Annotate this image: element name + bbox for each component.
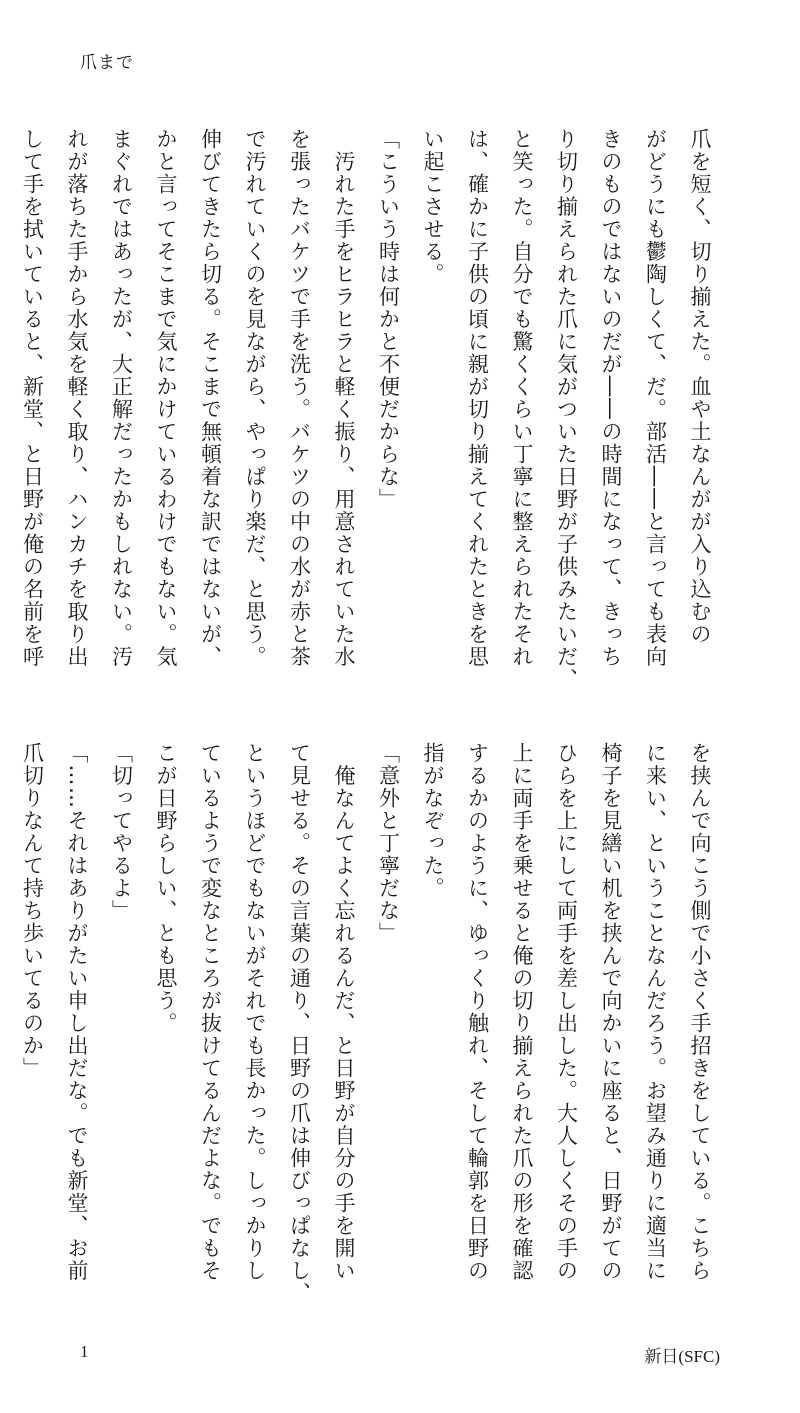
text-line: して手を拭いていると、新堂、と日野が俺の名前を呼: [20, 128, 45, 668]
text-line: まぐれではあったが、大正解だったかもしれない。汚: [109, 128, 134, 668]
text-line: 「意外と丁寧だな」: [376, 742, 401, 945]
text-line: 「……それはありがたい申し出だな。でも新堂、お前: [65, 742, 89, 1282]
text-line: 上に両手を乗せると俺の切り揃えられた爪の形を確認: [510, 742, 534, 1282]
text-line: と笑った。自分でも驚くくらい丁寧に整えられたそれ: [510, 128, 534, 668]
text-line: [0, 128, 10, 688]
text-block-bottom: [20, 742, 722, 1305]
text-line: こが日野らしい、とも思う。: [154, 742, 178, 1035]
page-number: 1: [80, 1342, 89, 1361]
text-line: 爪切りなんて持ち歩いてるのか」: [20, 742, 45, 1080]
text-line: きのものではないのだが――の時間になって、きっち: [599, 128, 623, 668]
text-line: 汚れた手をヒラヒラと軽く振り、用意されていた水: [332, 128, 356, 668]
text-line: を張ったバケツで手を洗う。バケツの中の水が赤と茶: [287, 128, 312, 668]
author-credit: 新日(SFC): [644, 1347, 720, 1366]
text-line: れが落ちた手から水気を軽く取り、ハンカチを取り出: [65, 128, 89, 668]
page-header-title: 爪まで: [80, 53, 134, 73]
text-line: て見せる。その言葉の通り、日野の爪は伸びっぱなし、: [287, 742, 312, 1305]
text-block-top: [20, 128, 722, 691]
text-line: を挟んで向こう側で小さく手招きをしている。こちら: [688, 742, 712, 1282]
text-line: がどうにも鬱陶しくて、だ。部活――と言っても表向: [643, 128, 668, 668]
text-line: ひらを上にして両手を差し出した。大人しくその手の: [554, 742, 579, 1282]
text-line: い起こさせる。: [421, 128, 445, 286]
text-line: に来い、ということなんだろう。お望み通りに適当に: [643, 742, 668, 1282]
text-line: り切り揃えられた爪に気がついた日野が子供みたいだ、: [554, 128, 579, 691]
text-line: 指がなぞった。: [421, 742, 445, 900]
text-line: 伸びてきたら切る。そこまで無頓着な訳ではないが、: [198, 128, 223, 668]
text-line: するかのように、ゆっくり触れ、そして輪郭を日野の: [465, 742, 490, 1282]
text-line: 俺なんてよく忘れるんだ、と日野が自分の手を開い: [332, 742, 356, 1282]
text-line: 「切ってやるよ」: [109, 742, 134, 922]
text-line: 椅子を見繕い机を挟んで向かいに座ると、日野がての: [599, 742, 623, 1282]
text-line: というほどでもないがそれでも長かった。しっかりし: [243, 742, 267, 1282]
text-line: 爪を短く、切り揃えた。血や土なんがが入り込むの: [688, 128, 712, 646]
text-line: かと言ってそこまで気にかけているわけでもない。気: [154, 128, 178, 668]
text-line: は、確かに子供の頃に親が切り揃えてくれたときを思: [465, 128, 490, 668]
text-line: [0, 742, 10, 1302]
text-line: ているようで変なところが抜けてるんだよな。でもそ: [198, 742, 223, 1282]
text-line: 「こういう時は何かと不便だからな」: [376, 128, 401, 511]
text-line: で汚れていくのを見ながら、やっぱり楽だ、と思う。: [243, 128, 267, 668]
